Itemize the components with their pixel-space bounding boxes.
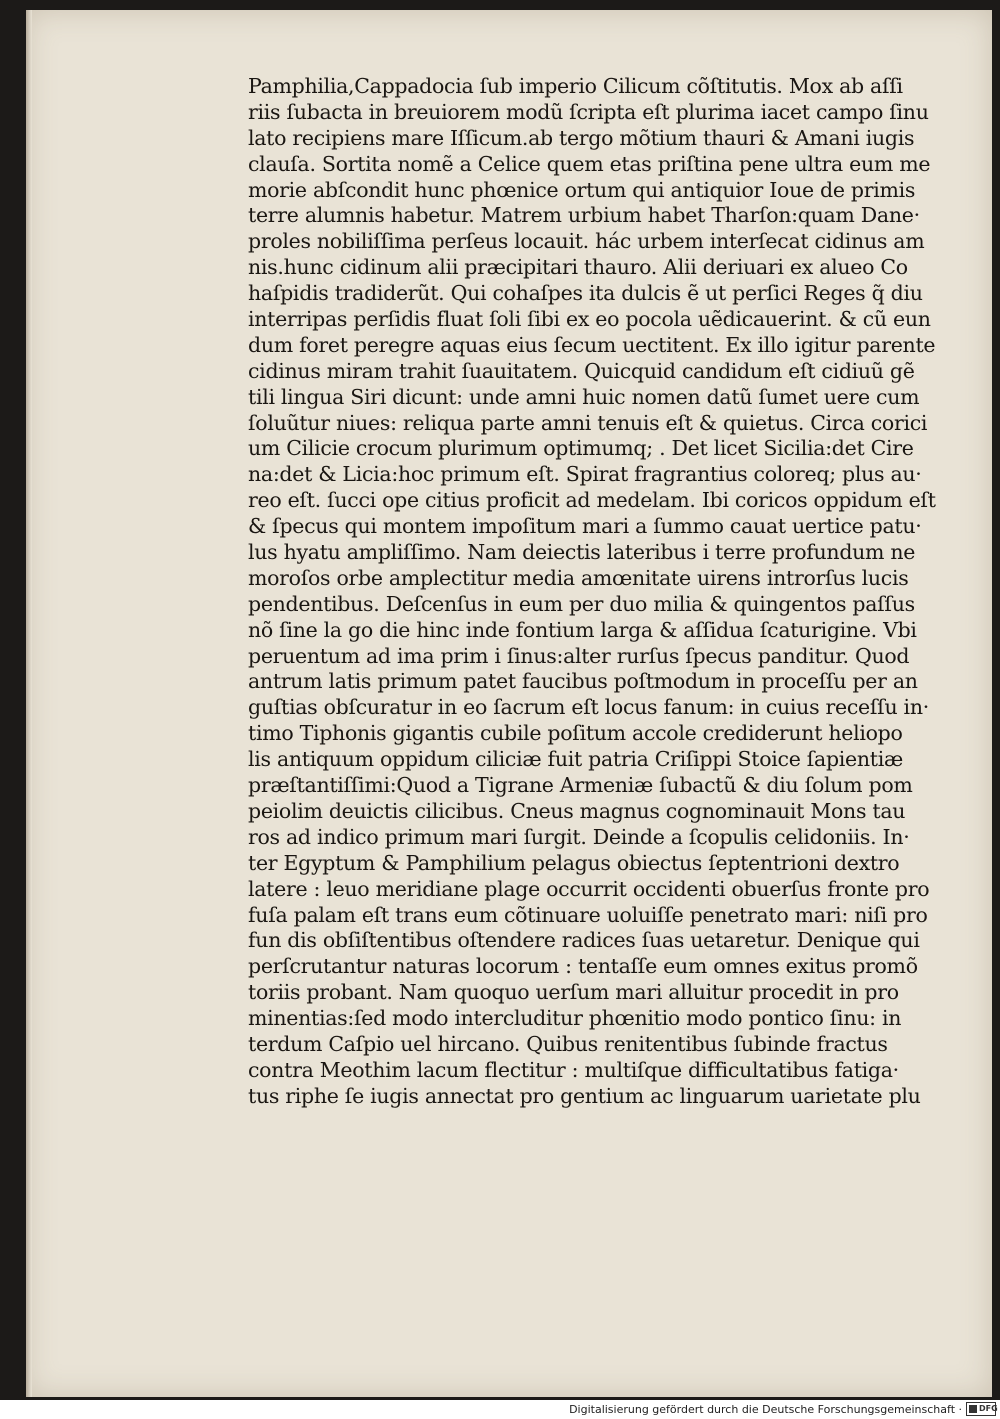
text-line: toriis probant. Nam quoquo uerſum mari alluitur procedit in pro xyxy=(248,980,899,1005)
text-line: latere : leuo meridiane plage occurrit occidenti obuerſus fronte pro xyxy=(248,876,930,901)
text-line: terdum Caſpio uel hircano. Quibus renitentibus ſubinde fractus xyxy=(248,1031,888,1056)
text-line: haſpidis tradiderũt. Qui cohaſpes ita dulcis ẽ ut perſici Reges q̃ diu xyxy=(248,281,923,306)
page-gutter xyxy=(26,10,32,1397)
text-line: antrum latis primum patet faucibus poſtmodum in proceſſu per an xyxy=(248,669,918,694)
text-line: pendentibus. Deſcenſus in eum per duo milia & quingentos paſſus xyxy=(248,591,915,616)
text-line: guſtias obſcuratur in eo ſacrum eſt locus fanum: in cuius receſſu in· xyxy=(248,695,929,720)
text-line: minentias:ſed modo intercluditur phœnitio modo pontico ſinu: in xyxy=(248,1006,902,1031)
dfg-logo-label: DFG xyxy=(979,1404,998,1413)
text-line: interripas perſidis fluat ſoli ſibi ex eo pocola uẽdicauerint. & cũ eun xyxy=(248,307,931,332)
text-line: & ſpecus qui montem impoſitum mari a ſummo cauat uertice patu· xyxy=(248,514,922,539)
text-line: contra Meothim lacum flectitur : multiſque difficultatibus fatiga· xyxy=(248,1057,899,1082)
text-line: Pamphilia,Cappadocia ſub imperio Cilicum cõſtitutis. Mox ab aſſi xyxy=(248,74,903,98)
footer-bar xyxy=(0,1400,1000,1419)
text-line: peruentum ad ima prim i ſinus:alter rurſus ſpecus panditur. Quod xyxy=(248,643,910,668)
text-line: perſcrutantur naturas locorum : tentaſſe eum omnes exitus promõ xyxy=(248,954,918,979)
dfg-logo-icon xyxy=(966,1402,996,1416)
text-line: proles nobiliſſima perſeus locauit. hác urbem interſecat cidinus am xyxy=(248,229,925,254)
text-line: na:det & Licia:hoc primum eſt. Spirat fragrantius coloreq; plus au· xyxy=(248,462,922,487)
text-line: timo Tiphonis gigantis cubile poſitum accole crediderunt heliopo xyxy=(248,721,903,746)
text-line: ros ad indico primum mari ſurgit. Deinde a ſcopulis celidoniis. In· xyxy=(248,824,910,849)
text-line: dum foret peregre aquas eius ſecum uectitent. Ex illo igitur parente xyxy=(248,332,936,357)
text-line: lato recipiens mare Iſſicum.ab tergo mõtium thauri & Amani iugis xyxy=(248,125,915,150)
page-text xyxy=(248,74,938,1110)
text-line: riis ſubacta in breuiorem modũ ſcripta eſt plurima iacet campo ſinu xyxy=(248,99,929,124)
text-line: lus hyatu ampliſſimo. Nam deiectis lateribus i terre profundum ne xyxy=(248,540,916,565)
text-line: clauſa. Sortita nomẽ a Celice quem etas priſtina pene ultra eum me xyxy=(248,151,931,176)
text-line: ſoluũtur niues: reliqua parte amni tenuis eſt & quietus. Circa corici xyxy=(248,410,928,435)
text-line: ter Egyptum & Pamphilium pelagus obiectus ſeptentrioni dextro xyxy=(248,850,900,875)
text-line: præſtantiſſimi:Quod a Tigrane Armeniæ ſubactũ & diu ſolum pom xyxy=(248,773,913,798)
text-line: um Cilicie crocum plurimum optimumq; . Det licet Sicilia:det Cire xyxy=(248,436,914,461)
text-line: nõ ſine la go die hinc inde fontium larga & aſſidua ſcaturigine. Vbi xyxy=(248,617,917,642)
text-line: reo eſt. ſucci ope citius proficit ad medelam. Ibi coricos oppidum eſt xyxy=(248,488,936,513)
text-line: fun dis obſiſtentibus oſtendere radices ſuas uetaretur. Denique qui xyxy=(248,928,920,953)
text-line: terre alumnis habetur. Matrem urbium habet Tharſon:quam Dane· xyxy=(248,203,920,228)
dfg-mark-icon xyxy=(969,1405,977,1413)
text-line: cidinus miram trahit ſuauitatem. Quicquid candidum eſt cidiuũ gẽ xyxy=(248,358,915,383)
text-line: lis antiquum oppidum ciliciæ fuit patria Criſippi Stoice ſapientiæ xyxy=(248,747,903,772)
text-line: morie abſcondit hunc phœnice ortum qui antiquior Ioue de primis xyxy=(248,177,916,202)
text-line: moroſos orbe amplectitur media amœnitate uirens introrſus lucis xyxy=(248,565,909,590)
text-line: fuſa palam eſt trans eum cõtinuare uoluiſſe penetrato mari: niſi pro xyxy=(248,902,928,927)
text-line: tili lingua Siri dicunt: unde amni huic nomen datũ ſumet uere cum xyxy=(248,384,920,409)
funding-credit: Digitalisierung gefördert durch die Deutsche Forschungsgemeinschaft · xyxy=(569,1403,962,1416)
text-line: nis.hunc cidinum alii præcipitari thauro. Alii deriuari ex alueo Co xyxy=(248,255,908,280)
text-line: tus riphe ſe iugis annectat pro gentium ac linguarum uarietate plu xyxy=(248,1083,921,1108)
text-line: peiolim deuictis cilicibus. Cneus magnus cognominauit Mons tau xyxy=(248,798,906,823)
